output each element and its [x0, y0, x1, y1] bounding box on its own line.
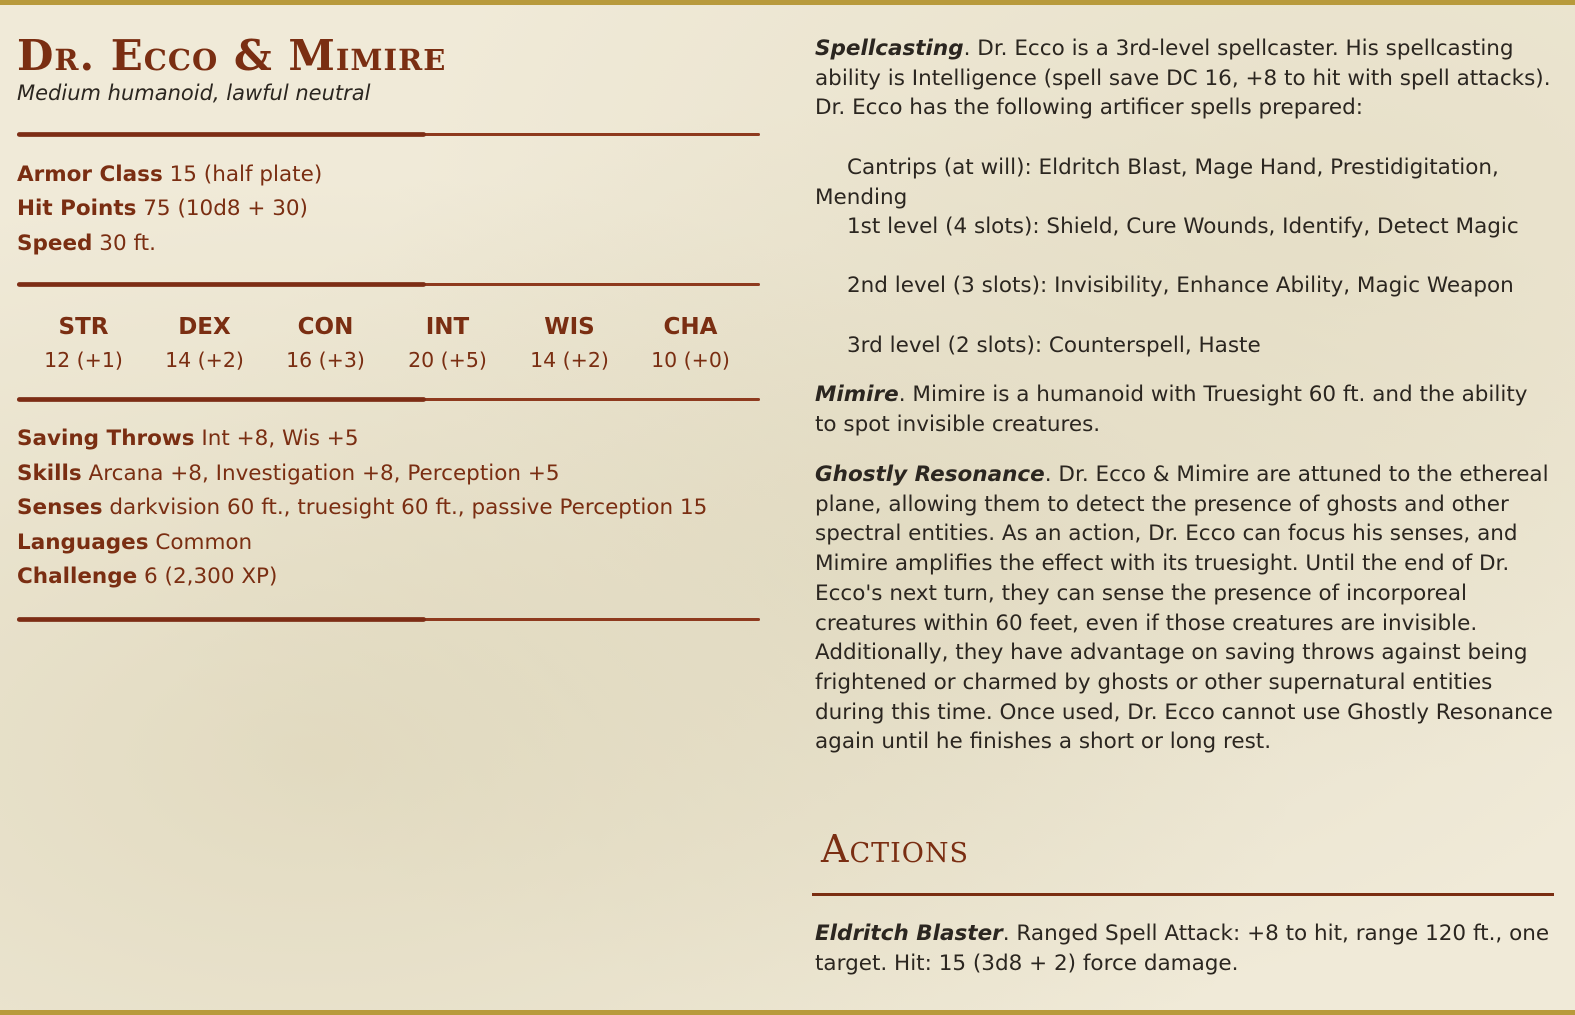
trait-text: . Dr. Ecco is a 3rd-level spellcaster. His spellcasting ability is Intelligence (spell save DC 16, +8 to hit with spell attacks). Dr. Ecco has the following artificer spells prepared:	[815, 36, 1551, 121]
action-name: Eldritch Blaster	[815, 921, 1003, 946]
spell-list-2nd-level: 2nd level (3 slots): Invisibility, Enhance Ability, Magic Weapon	[847, 273, 1514, 298]
speed-label: Speed	[17, 231, 93, 256]
hit-points	[17, 194, 308, 224]
challenge	[17, 562, 277, 592]
trait-mimire	[815, 380, 1555, 439]
ability-name: CON	[297, 314, 354, 340]
ability-name: DEX	[178, 314, 231, 340]
ability-dex	[144, 311, 265, 377]
armor-class	[17, 160, 322, 190]
senses-label: Senses	[17, 495, 103, 520]
ability-name: INT	[425, 314, 470, 340]
action-eldritch-blaster	[815, 919, 1555, 978]
trait-text: . Mimire is a humanoid with Truesight 60 ft. and the ability to spot invisible creatures.	[815, 382, 1528, 437]
skills-label: Skills	[17, 461, 82, 486]
ability-value: 14 (+2)	[165, 348, 244, 372]
action-text: . Ranged Spell Attack: +8 to hit, range 120 ft., one target. Hit: 15 (3d8 + 2) force damage.	[815, 921, 1550, 976]
trait-spellcasting	[815, 34, 1555, 123]
ability-name: WIS	[544, 314, 595, 340]
speed	[17, 229, 156, 259]
trait-name: Spellcasting	[815, 36, 964, 61]
ability-value: 16 (+3)	[286, 348, 365, 372]
languages-label: Languages	[17, 530, 149, 555]
divider-rule	[17, 398, 760, 401]
senses	[17, 493, 707, 523]
monster-name: Dr. Ecco & Mimire	[17, 31, 447, 80]
hit-points-value: 75 (10d8 + 30)	[143, 196, 308, 221]
spell-list-1st-level: 1st level (4 slots): Shield, Cure Wounds, Identify, Detect Magic	[847, 214, 1519, 239]
skills	[17, 459, 560, 489]
armor-class-value: 15 (half plate)	[169, 162, 323, 187]
actions-heading: Actions	[821, 827, 970, 871]
senses-value: darkvision 60 ft., truesight 60 ft., passive Perception 15	[109, 495, 708, 520]
divider-rule	[17, 283, 760, 286]
trait-text: . Dr. Ecco & Mimire are attuned to the ethereal plane, allowing them to detect the presence of ghosts and other spectral entities. As an action, Dr. Ecco can focus his senses, and Mimire amplifies the effect with its truesight. Until the end of Dr. Ecco's next turn, they can sense the presence of incorporeal creatures within 60 feet, even if those creatures are invisible. Additionally, they have advantage on saving throws against being frightened or charmed by ghosts or other supernatural entities during this time. Once used, Dr. Ecco cannot use Ghostly Resonance again until he finishes a short or long rest.	[815, 462, 1553, 755]
divider-rule	[17, 618, 760, 621]
ability-value: 12 (+1)	[44, 348, 123, 372]
armor-class-label: Armor Class	[17, 162, 163, 187]
languages	[17, 528, 252, 558]
saving-throws-value: Int +8, Wis +5	[201, 426, 359, 451]
speed-value: 30 ft.	[99, 231, 156, 256]
ability-int	[387, 311, 508, 377]
monster-type: Medium humanoid, lawful neutral	[17, 81, 371, 105]
skills-value: Arcana +8, Investigation +8, Perception +5	[88, 461, 560, 486]
trait-ghostly-resonance	[815, 460, 1555, 757]
ability-con	[265, 311, 386, 377]
spell-list-3rd-level: 3rd level (2 slots): Counterspell, Haste	[847, 333, 1261, 358]
saving-throws	[17, 424, 359, 454]
languages-value: Common	[155, 530, 253, 555]
saving-throws-label: Saving Throws	[17, 426, 195, 451]
ability-str	[23, 311, 144, 377]
ability-name: STR	[58, 314, 109, 340]
spell-list-cantrips: Cantrips (at will): Eldritch Blast, Mage Hand, Prestidigitation, Mending	[815, 155, 1499, 210]
ability-scores	[17, 311, 760, 381]
ability-value: 20 (+5)	[408, 348, 487, 372]
ability-name: CHA	[663, 314, 718, 340]
ability-cha	[630, 311, 751, 377]
trait-name: Ghostly Resonance	[815, 462, 1045, 487]
actions-divider	[812, 893, 1554, 896]
trait-name: Mimire	[815, 382, 899, 407]
challenge-label: Challenge	[17, 564, 138, 589]
ability-wis	[509, 311, 630, 377]
ability-value: 10 (+0)	[651, 348, 730, 372]
challenge-value: 6 (2,300 XP)	[144, 564, 278, 589]
hit-points-label: Hit Points	[17, 196, 137, 221]
divider-rule	[17, 133, 760, 136]
ability-value: 14 (+2)	[530, 348, 609, 372]
